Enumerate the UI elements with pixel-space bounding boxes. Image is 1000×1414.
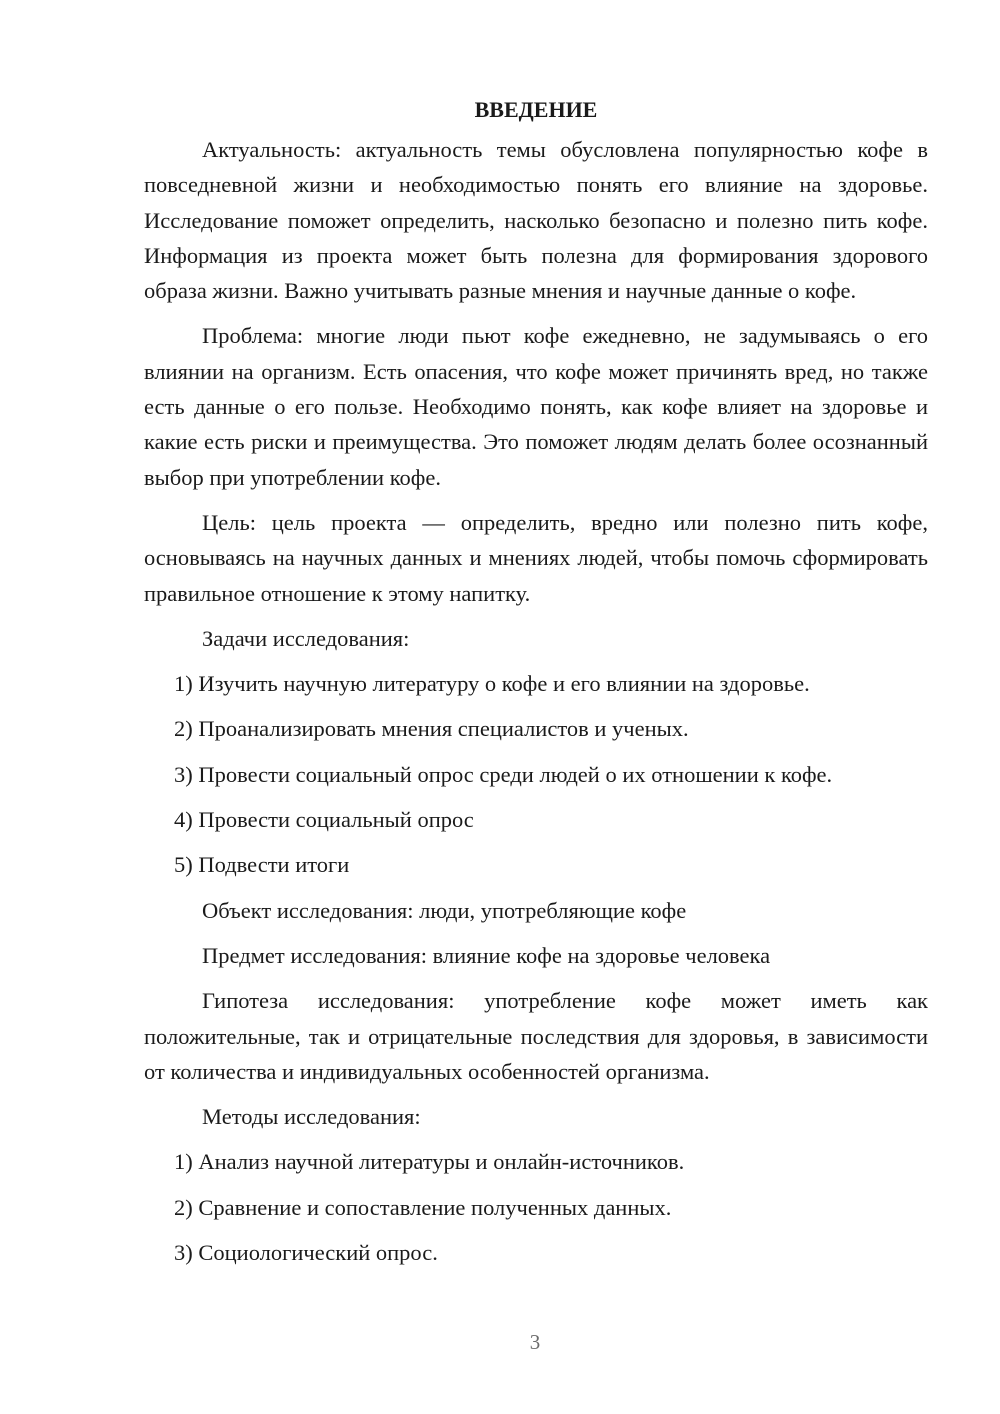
- task-item: 5) Подвести итоги: [174, 852, 350, 878]
- task-item: 1) Изучить научную литературу о кофе и его влиянии на здоровье.: [174, 671, 810, 697]
- page-number: 3: [529, 1330, 541, 1354]
- method-item: 2) Сравнение и сопоставление полученных данных.: [174, 1194, 672, 1220]
- subject-line: Предмет исследования: влияние кофе на здоровье человека: [202, 942, 771, 968]
- task-item: 3) Провести социальный опрос среди людей о их отношении к кофе.: [174, 761, 833, 787]
- methods-title: Методы исследования:: [202, 1104, 421, 1130]
- page-title: ВВЕДЕНИЕ: [474, 97, 598, 122]
- problem-paragraph: Проблема: многие люди пьют кофе ежедневно, не задумываясь о его влиянии на организм. Есть опасения, что кофе может причинять вред, но также есть данные о его пользе. Необходимо понять, как кофе влияет на здоровье и какие есть риски и преимущества. Это поможет людям делать более осознанный выбор при употреблении кофе.: [144, 323, 928, 490]
- method-item: 1) Анализ научной литературы и онлайн-источников.: [174, 1149, 685, 1175]
- methods-list: [144, 1144, 928, 1270]
- document-page: [144, 92, 928, 1280]
- tasks-title: Задачи исследования:: [202, 625, 410, 651]
- task-item: 4) Провести социальный опрос: [174, 807, 474, 833]
- goal-paragraph: Цель: цель проекта — определить, вредно или полезно пить кофе, основываясь на научных данных и мнениях людей, чтобы помочь сформировать правильное отношение к этому напитку.: [144, 509, 928, 606]
- hypothesis-paragraph: Гипотеза исследования: употребление кофе может иметь как положительные, так и отрицательные последствия для здоровья, в зависимости от количества и индивидуальных особенностей организма.: [144, 988, 928, 1084]
- task-item: 2) Проанализировать мнения специалистов и ученых.: [174, 716, 689, 742]
- method-item: 3) Социологический опрос.: [174, 1240, 438, 1266]
- object-line: Объект исследования: люди, употребляющие кофе: [202, 897, 687, 923]
- relevance-paragraph: Актуальность: актуальность темы обусловлена популярностью кофе в повседневной жизни и необходимостью понять его влияние на здоровье. Исследование поможет определить, насколько безопасно и полезно пить кофе. Информация из проекта может быть полезна для формирования здорового образа жизни. Важно учитывать разные мнения и научные данные о кофе.: [144, 137, 928, 304]
- tasks-list: [144, 666, 928, 882]
